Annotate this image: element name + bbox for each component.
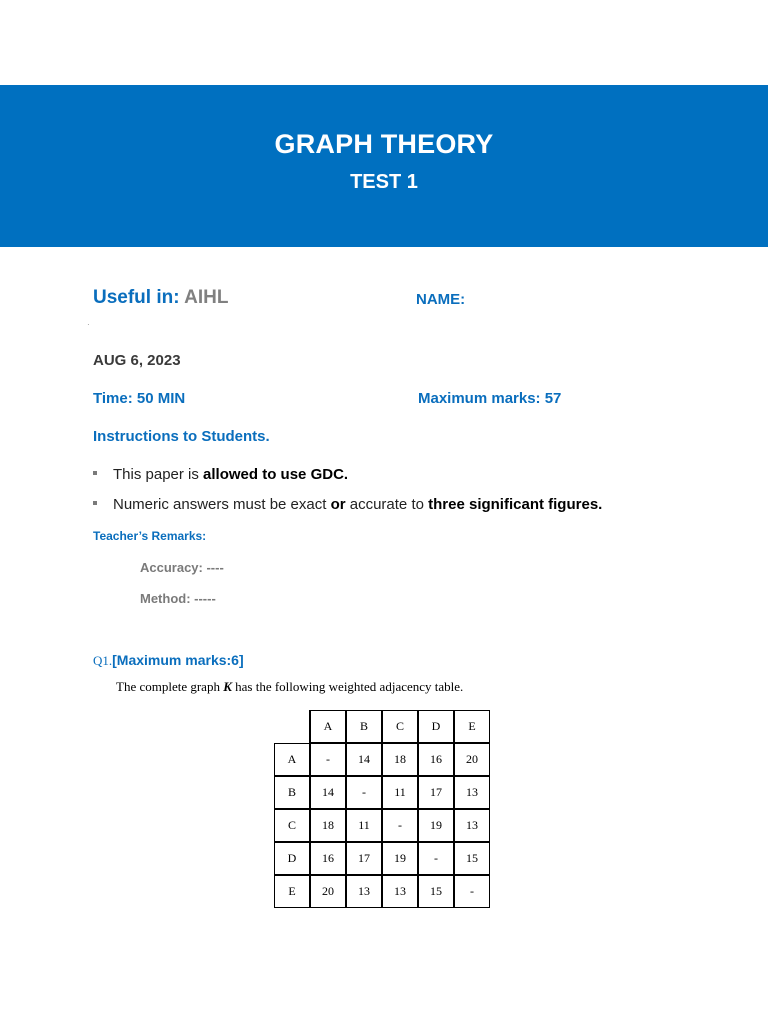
table-cell: 13 xyxy=(454,809,490,842)
row-header: B xyxy=(274,776,310,809)
table-header-row xyxy=(274,710,490,743)
instruction-item: This paper is allowed to use GDC. xyxy=(93,466,348,483)
table-cell: 17 xyxy=(346,842,382,875)
table-row xyxy=(274,842,490,875)
name-label: NAME: xyxy=(416,291,466,308)
bullet-square-icon xyxy=(93,501,97,505)
table-row xyxy=(274,875,490,908)
adjacency-table xyxy=(274,710,490,908)
row-header: D xyxy=(274,842,310,875)
time-limit: Time: 50 MIN xyxy=(93,390,186,407)
table-cell: - xyxy=(310,743,346,776)
instruction-item: Numeric answers must be exact or accurate to three significant figures. xyxy=(93,496,602,513)
accuracy-remark: Accuracy: ---- xyxy=(140,560,224,575)
table-cell: 13 xyxy=(382,875,418,908)
test-date: AUG 6, 2023 xyxy=(93,352,181,369)
useful-in-value: AIHL xyxy=(184,287,229,308)
row-header: E xyxy=(274,875,310,908)
question-number: Q1. xyxy=(93,653,113,668)
page-subtitle: TEST 1 xyxy=(350,171,418,193)
table-cell: 13 xyxy=(346,875,382,908)
table-cell: 13 xyxy=(454,776,490,809)
table-cell: 15 xyxy=(454,842,490,875)
useful-in-label: Useful in: xyxy=(93,287,180,308)
question-1-text: The complete graph K has the following weighted adjacency table. xyxy=(116,679,464,694)
table-cell: 14 xyxy=(346,743,382,776)
table-cell: 11 xyxy=(346,809,382,842)
table-cell: 20 xyxy=(454,743,490,776)
table-cell: 20 xyxy=(310,875,346,908)
table-corner xyxy=(274,710,310,743)
table-cell: - xyxy=(418,842,454,875)
table-row xyxy=(274,776,490,809)
method-remark: Method: ----- xyxy=(140,591,216,606)
table-cell: 19 xyxy=(382,842,418,875)
column-header: B xyxy=(346,710,382,743)
table-cell: 18 xyxy=(310,809,346,842)
page-title: GRAPH THEORY xyxy=(274,129,494,159)
useful-in xyxy=(93,287,228,309)
table-cell: 15 xyxy=(418,875,454,908)
table-cell: 18 xyxy=(382,743,418,776)
row-header: A xyxy=(274,743,310,776)
table-cell: - xyxy=(382,809,418,842)
column-header: E xyxy=(454,710,490,743)
question-marks: [Maximum marks:6] xyxy=(112,652,244,668)
bullet-square-icon xyxy=(93,471,97,475)
stray-dot: · xyxy=(87,320,90,329)
table-cell: 17 xyxy=(418,776,454,809)
maximum-marks: Maximum marks: 57 xyxy=(418,390,562,407)
table-cell: - xyxy=(346,776,382,809)
column-header: D xyxy=(418,710,454,743)
graph-symbol: K xyxy=(223,679,232,694)
instructions-heading: Instructions to Students. xyxy=(93,428,270,445)
column-header: A xyxy=(310,710,346,743)
table-cell: 11 xyxy=(382,776,418,809)
question-1-header xyxy=(93,652,244,669)
table-cell: 14 xyxy=(310,776,346,809)
table-cell: 16 xyxy=(310,842,346,875)
row-header: C xyxy=(274,809,310,842)
table-cell: - xyxy=(454,875,490,908)
table-row xyxy=(274,743,490,776)
teacher-remarks-heading: Teacher’s Remarks: xyxy=(93,529,207,543)
table-cell: 16 xyxy=(418,743,454,776)
column-header: C xyxy=(382,710,418,743)
table-cell: 19 xyxy=(418,809,454,842)
table-row xyxy=(274,809,490,842)
header-banner xyxy=(0,85,768,247)
